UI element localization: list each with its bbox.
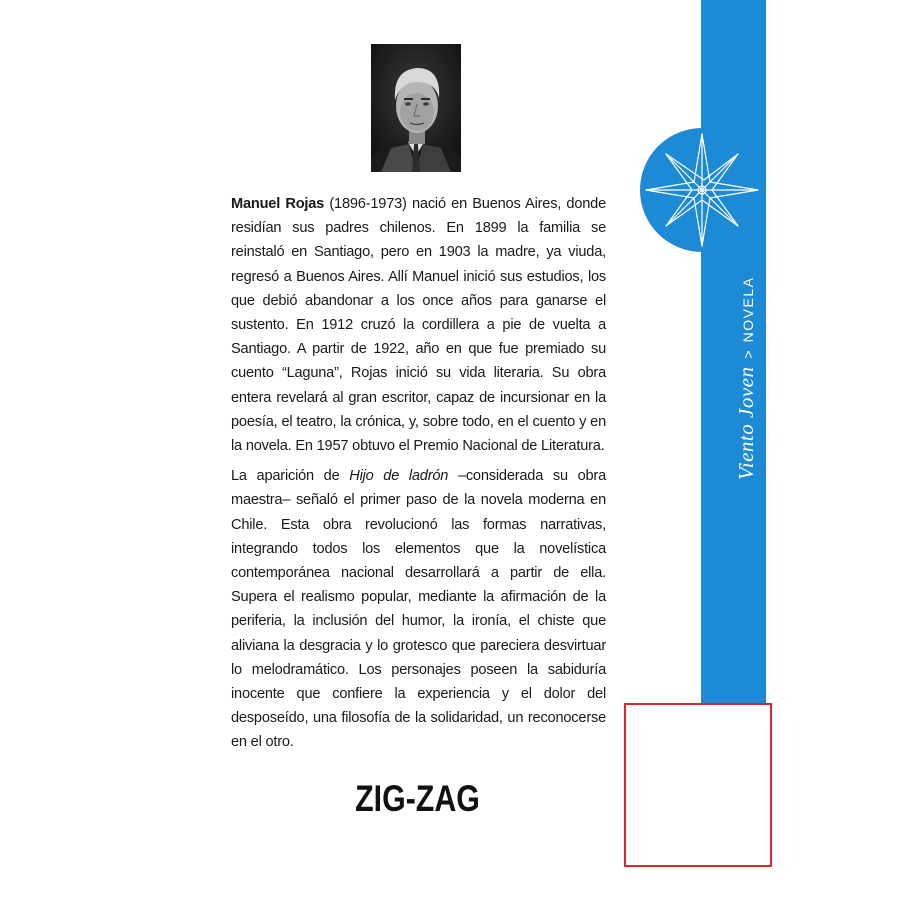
book-title: Hijo de ladrón: [349, 468, 449, 485]
bio-paragraph-1: [231, 192, 606, 458]
compass-rose-icon: [640, 128, 765, 253]
spine-genre-label: NOVELA: [740, 276, 756, 343]
publisher-logo: ZIG-ZAG: [355, 778, 480, 819]
barcode-placeholder-box: [624, 703, 772, 867]
bio-paragraph-2-text: –considerada su obra maestra– señaló el primer paso de la novela moderna en Chile. Esta obra revolucionó las formas narrativas, integrando todos los elementos que la novelística contemporánea nacional desarrollará a partir de ella. Supera el realismo popular, mediante la afirmación de la periferia, la inclusión del humor, la ironía, el chiste que aliviana la desgracia y lo grotesco que pareciera desvirtuar lo melodramático. Los personajes poseen la sabiduría inocente que confiere la experiencia y el dolor del desposeído, una filosofía de la solidaridad, un reconocerse en el otro.: [231, 468, 606, 751]
spine-series-label: Viento Joven: [734, 366, 758, 480]
author-biography: [231, 192, 606, 761]
spine-separator: >: [740, 350, 756, 359]
author-photo: [371, 44, 461, 172]
spine-title: [734, 277, 759, 480]
bio-paragraph-2: [231, 464, 606, 754]
bio-paragraph-1-text: (1896-1973) nació en Buenos Aires, donde residían sus padres chilenos. En 1899 la familia se reinstaló en Santiago, pero en 1903 la madre, ya viuda, regresó a Buenos Aires. Allí Manuel inició sus estudios, los que debió abandonar a los once años para ganarse el sustento. En 1912 cruzó la cordillera a pie de vuelta a Santiago. A partir de 1922, año en que fue premiado su cuento “Laguna”, Rojas inició su vida literaria. Su obra entera revelará al gran escritor, capaz de incursionar en la poesía, el teatro, la crónica, y, sobre todo, en el cuento y en la novela. En 1957 obtuvo el Premio Nacional de Literatura.: [231, 196, 607, 455]
bio-paragraph-2-lead: La aparición de: [231, 468, 350, 485]
author-name: Manuel Rojas: [231, 196, 325, 212]
